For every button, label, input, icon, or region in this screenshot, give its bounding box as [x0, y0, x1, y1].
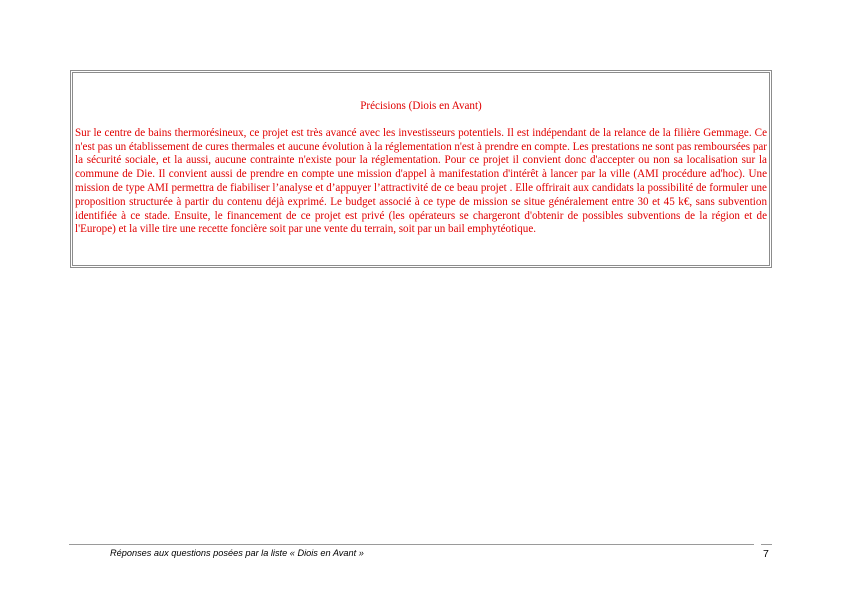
page-number: 7 [763, 548, 769, 560]
precisions-box [70, 70, 772, 268]
box-title: Précisions (Diois en Avant) [360, 100, 482, 112]
footer-caption: Réponses aux questions posées par la liste « Diois en Avant » [110, 548, 364, 558]
footer-divider [69, 544, 754, 545]
box-body-text: Sur le centre de bains thermorésineux, ce projet est très avancé avec les investisseurs potentiels. Il est indépendant de la relance de la filière Gemmage. Ce n'est pas un établissement de cures thermales et aucune évolution à la réglementation n'est à prendre en compte. Les prestations ne sont pas remboursées par la sécurité sociale, et la aussi, aucune contrainte n'existe pour la réglementation. Pour ce projet il convient donc d'accepter ou non sa localisation sur la commune de Die. Il convient aussi de prendre en compte une mission d'appel à manifestation d'intérêt à lancer par la ville (AMI procédure ad'hoc). Une mission de type AMI permettra de fiabiliser l’analyse et d’appuyer l’attractivité de ce beau projet . Elle offrirait aux candidats la possibilité de formuler une proposition structurée à partir du contenu déjà exprimé. Le budget associé à ce type de mission se situe généralement entre 30 et 45 k€, sans subvention identifiée à ce stade. Ensuite, le financement de ce projet est privé (les opérateurs se chargeront d'obtenir de possibles subventions de la région et de l'Europe) et la ville tire une recette foncière soit par une vente du terrain, soit par un bail emphytéotique. [75, 126, 767, 236]
footer-divider-short [761, 544, 772, 545]
